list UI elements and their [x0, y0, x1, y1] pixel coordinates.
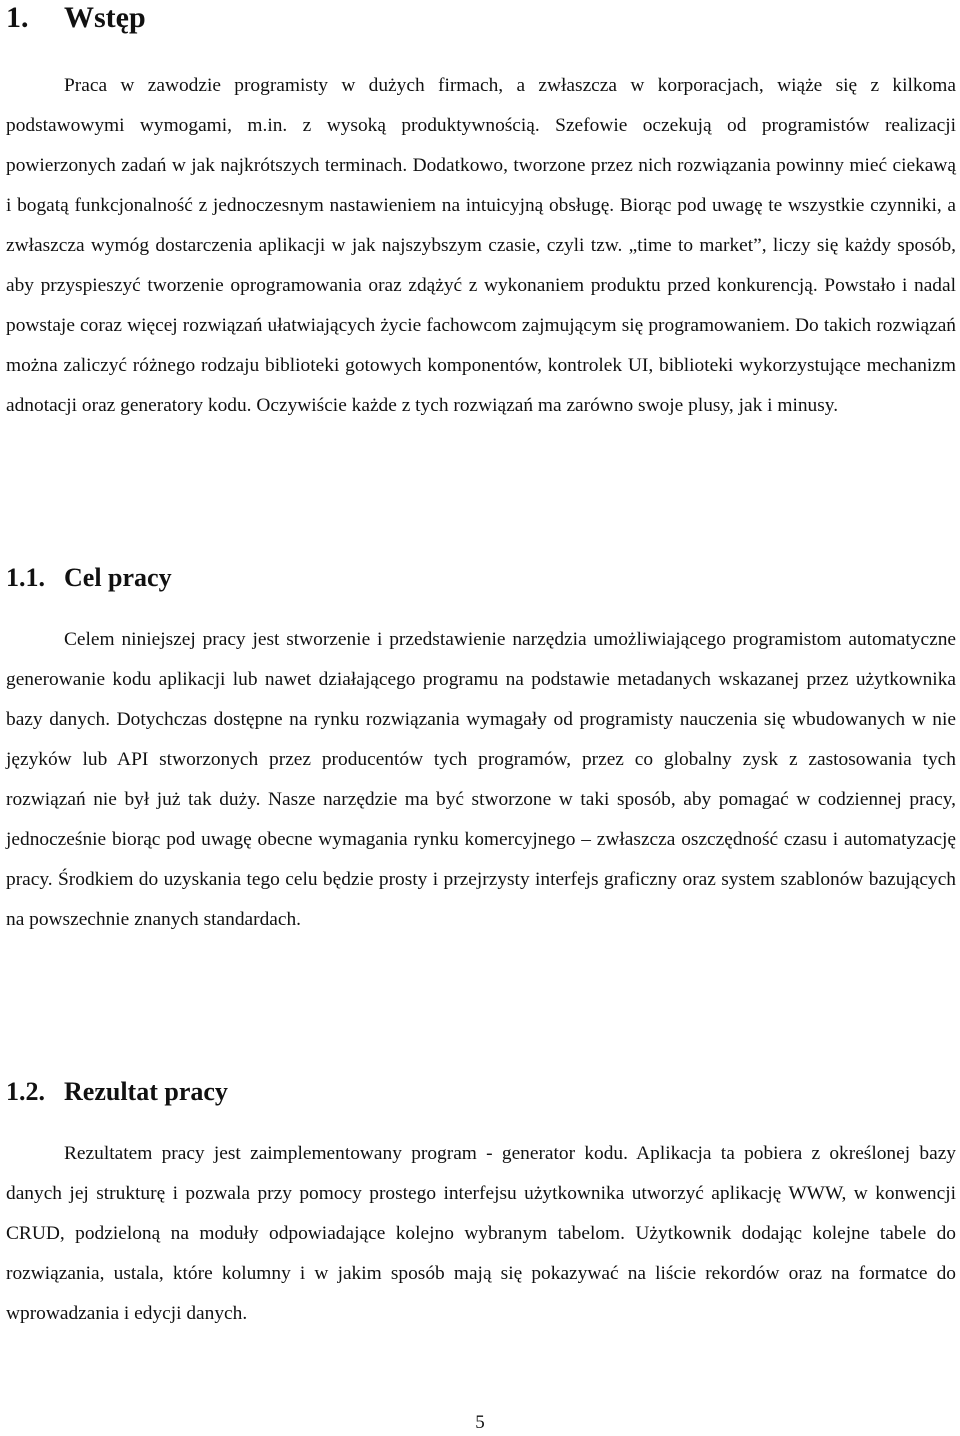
section-title: Cel pracy: [64, 563, 172, 592]
section-number: 1.2.: [6, 1077, 45, 1106]
section-number: 1.: [6, 1, 29, 34]
section-heading-rezultat-pracy: [6, 1076, 228, 1108]
paragraph-rezultat-pracy: Rezultatem pracy jest zaimplementowany program - generator kodu. Aplikacja ta pobiera z określonej bazy danych jej strukturę i pozwala przy pomocy prostego interfejsu użytkownika utworzyć aplikację WWW, w konwencji CRUD, podzieloną na moduły odpowiadające kolejno wybranym tabelom. Użytkownik dodając kolejne tabele do rozwiązania, ustala, które kolumny i w jakim sposób mają się pokazywać na liście rekordów oraz na formatce do wprowadzania i edycji danych.: [6, 1143, 956, 1324]
section-number: 1.1.: [6, 563, 45, 592]
section-heading-cel-pracy: [6, 562, 172, 594]
page-number: 5: [475, 1412, 485, 1433]
section-title: Rezultat pracy: [64, 1077, 228, 1106]
section-heading-wstep: [6, 0, 146, 36]
section-title: Wstęp: [64, 1, 146, 34]
paragraph-wstep: Praca w zawodzie programisty w dużych firmach, a zwłaszcza w korporacjach, wiąże się z kilkoma podstawowymi wymogami, m.in. z wysoką produktywnością. Szefowie oczekują od programistów realizacji powierzonych zadań w jak najkrótszych terminach. Dodatkowo, tworzone przez nich rozwiązania powinny mieć ciekawą i bogatą funkcjonalność z jednoczesnym nastawieniem na intuicyjną obsługę. Biorąc pod uwagę te wszystkie czynniki, a zwłaszcza wymóg dostarczenia aplikacji w jak najszybszym czasie, czyli tzw. „time to market”, liczy się każdy sposób, aby przyspieszyć tworzenie oprogramowania oraz zdążyć z wykonaniem produktu przed konkurencją. Powstało i nadal powstaje coraz więcej rozwiązań ułatwiających życie fachowcom zajmującym się programowaniem. Do takich rozwiązań można zaliczyć różnego rodzaju biblioteki gotowych komponentów, kontrolek UI, biblioteki wykorzystujące mechanizm adnotacji oraz generatory kodu. Oczywiście każde z tych rozwiązań ma zarówno swoje plusy, jak i minusy.: [6, 75, 956, 416]
paragraph-cel-pracy: Celem niniejszej pracy jest stworzenie i przedstawienie narzędzia umożliwiającego programistom automatyczne generowanie kodu aplikacji lub nawet działającego programu na podstawie metadanych wskazanej przez użytkownika bazy danych. Dotychczas dostępne na rynku rozwiązania wymagały od programisty nauczenia się wbudowanych w nie języków lub API stworzonych przez producentów tych programów, przez co globalny zysk z zastosowania tych rozwiązań nie był już tak duży. Nasze narzędzie ma być stworzone w taki sposób, aby pomagać w codziennej pracy, jednocześnie biorąc pod uwagę obecne wymagania rynku komercyjnego – zwłaszcza oszczędność czasu i automatyzację pracy. Środkiem do uzyskania tego celu będzie prosty i przejrzysty interfejs graficzny oraz system szablonów bazujących na powszechnie znanych standardach.: [6, 629, 956, 930]
